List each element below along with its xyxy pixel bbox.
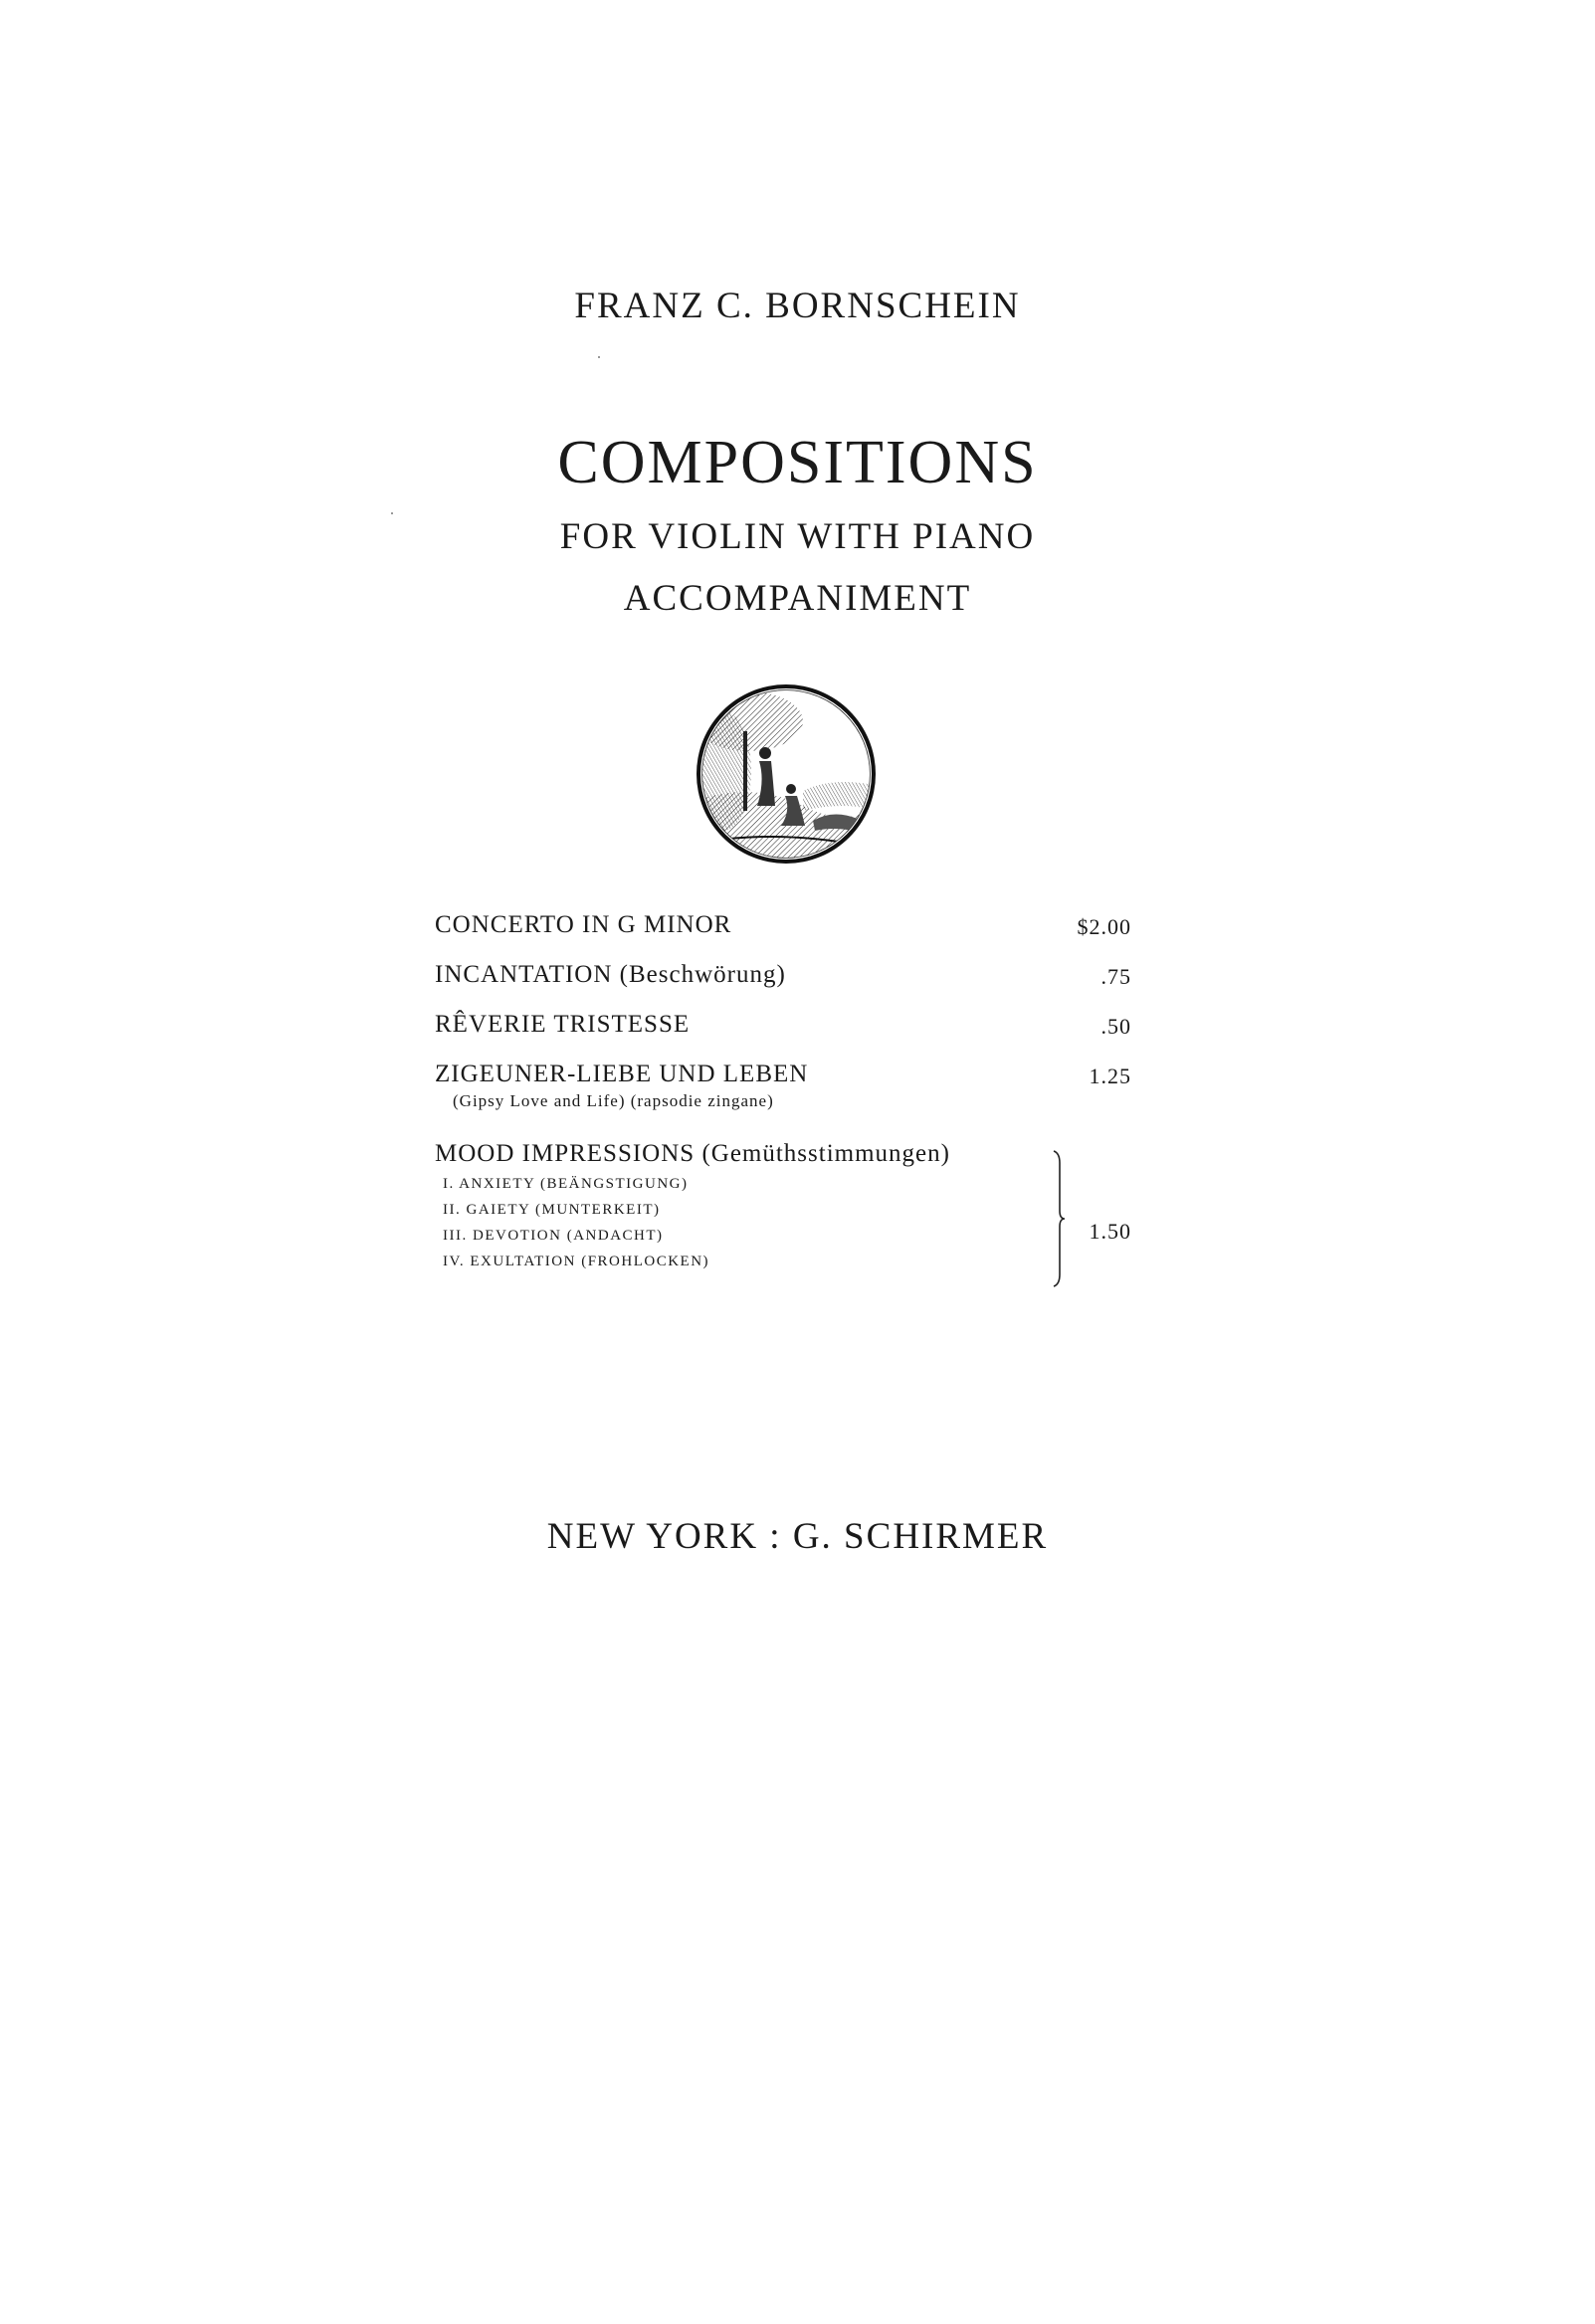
- print-speck: [391, 512, 393, 514]
- work-entry: [435, 1139, 1136, 1298]
- work-entry: [435, 1060, 1136, 1139]
- work-entry: [435, 960, 1136, 1010]
- brace-icon: [1052, 1149, 1066, 1288]
- work-title: MOOD IMPRESSIONS (Gemüthsstimmungen): [435, 1140, 950, 1167]
- publisher-imprint: NEW YORK : G. SCHIRMER: [546, 1516, 1049, 1557]
- work-title: CONCERTO IN G MINOR: [435, 911, 732, 938]
- subtitle-line-1: FOR VIOLIN WITH PIANO: [559, 516, 1036, 557]
- movement-item: II. GAIETY (MUNTERKEIT): [443, 1202, 661, 1218]
- work-price: 1.50: [1089, 1219, 1131, 1244]
- movement-item: IV. EXULTATION (FROHLOCKEN): [443, 1254, 710, 1269]
- work-price: $2.00: [1077, 914, 1131, 939]
- work-price: .50: [1100, 1014, 1131, 1039]
- work-title: ZIGEUNER-LIEBE UND LEBEN: [435, 1061, 809, 1087]
- movement-item: III. DEVOTION (ANDACHT): [443, 1228, 664, 1244]
- movement-item: I. ANXIETY (BEÄNGSTIGUNG): [443, 1176, 689, 1192]
- work-entry: [435, 1010, 1136, 1060]
- engraved-medallion-icon: [694, 681, 879, 867]
- movement-list: [435, 1171, 1136, 1274]
- composer-name: FRANZ C. BORNSCHEIN: [574, 286, 1021, 326]
- work-title: RÊVERIE TRISTESSE: [435, 1011, 691, 1038]
- print-speck: [598, 356, 600, 358]
- works-list: [435, 910, 1136, 1298]
- work-entry: [435, 910, 1136, 960]
- subtitle-line-2: ACCOMPANIMENT: [623, 578, 972, 619]
- work-subtitle: (Gipsy Love and Life) (rapsodie zingane): [453, 1091, 774, 1110]
- page-title: COMPOSITIONS: [557, 429, 1038, 496]
- work-title: INCANTATION (Beschwörung): [435, 961, 786, 988]
- work-price: .75: [1100, 964, 1131, 989]
- work-price: 1.25: [1089, 1064, 1131, 1088]
